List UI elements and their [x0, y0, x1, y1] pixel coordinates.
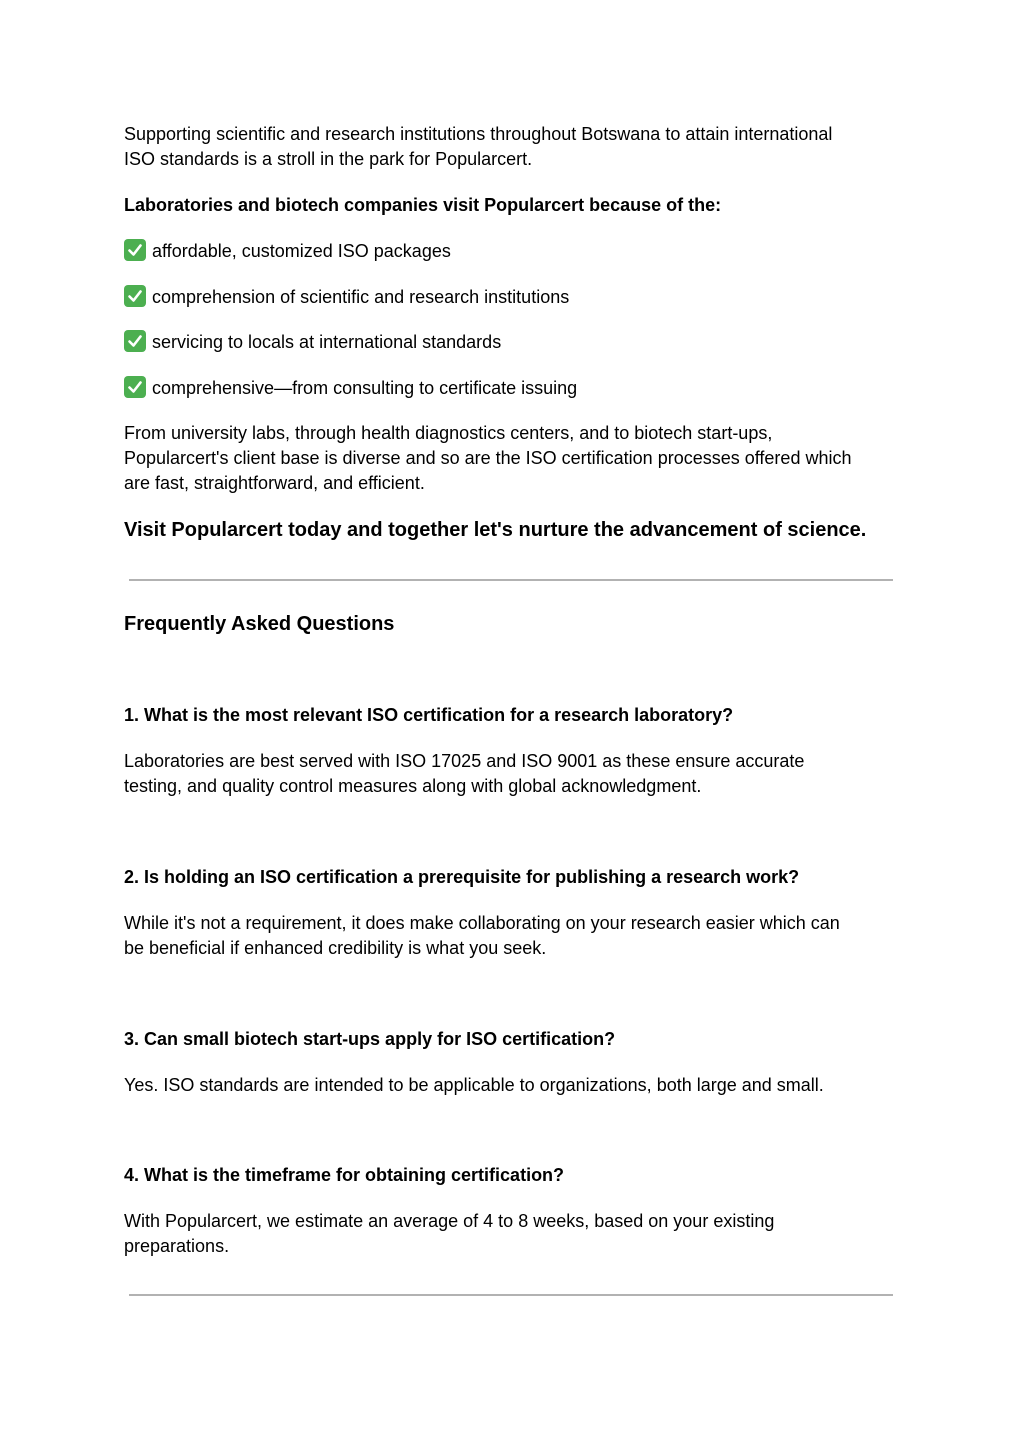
- reason-label: servicing to locals at international standards: [152, 332, 502, 352]
- clients-line-1: From university labs, through health diagnostics centers, and to biotech start-ups,: [124, 423, 773, 443]
- check-mark-icon: [124, 330, 146, 352]
- intro-line-2: ISO standards is a stroll in the park for Popularcert.: [124, 149, 533, 169]
- check-mark-icon: [124, 376, 146, 398]
- reasons-heading: Laboratories and biotech companies visit Popularcert because of the:: [124, 195, 722, 215]
- clients-line-2: Popularcert's client base is diverse and so are the ISO certification processes offered which: [124, 448, 852, 468]
- check-mark-icon: [124, 285, 146, 307]
- faq-question: 3. Can small biotech start-ups apply for ISO certification?: [124, 1029, 616, 1049]
- reason-label: affordable, customized ISO packages: [152, 241, 451, 261]
- reason-label: comprehensive—from consulting to certificate issuing: [152, 378, 578, 398]
- faq-answer-line: be beneficial if enhanced credibility is what you seek.: [124, 938, 547, 958]
- faq-answer-line: preparations.: [124, 1236, 230, 1256]
- reason-label: comprehension of scientific and research institutions: [152, 287, 570, 307]
- callout-text: Visit Popularcert today and together let's nurture the advancement of science.: [124, 519, 867, 541]
- faq-title: Frequently Asked Questions: [124, 613, 395, 635]
- reason-item: [124, 239, 451, 264]
- faq-question: 1. What is the most relevant ISO certification for a research laboratory?: [124, 705, 734, 725]
- reason-item: [124, 376, 577, 401]
- faq-answer-line: testing, and quality control measures along with global acknowledgment.: [124, 776, 702, 796]
- reason-item: [124, 330, 501, 355]
- faq-answer-line: Laboratories are best served with ISO 17025 and ISO 9001 as these ensure accurate: [124, 751, 805, 771]
- horizontal-divider: [129, 579, 893, 581]
- horizontal-divider: [129, 1294, 893, 1296]
- faq-question: 4. What is the timeframe for obtaining certification?: [124, 1165, 565, 1185]
- reason-item: [124, 285, 569, 310]
- check-mark-icon: [124, 239, 146, 261]
- faq-question: 2. Is holding an ISO certification a prerequisite for publishing a research work?: [124, 867, 800, 887]
- faq-answer-line: With Popularcert, we estimate an average of 4 to 8 weeks, based on your existing: [124, 1211, 775, 1231]
- clients-line-3: are fast, straightforward, and efficient.: [124, 473, 425, 493]
- faq-answer-line: Yes. ISO standards are intended to be applicable to organizations, both large and small.: [124, 1075, 824, 1095]
- faq-answer-line: While it's not a requirement, it does make collaborating on your research easier which can: [124, 913, 840, 933]
- intro-line-1: Supporting scientific and research institutions throughout Botswana to attain international: [124, 124, 833, 144]
